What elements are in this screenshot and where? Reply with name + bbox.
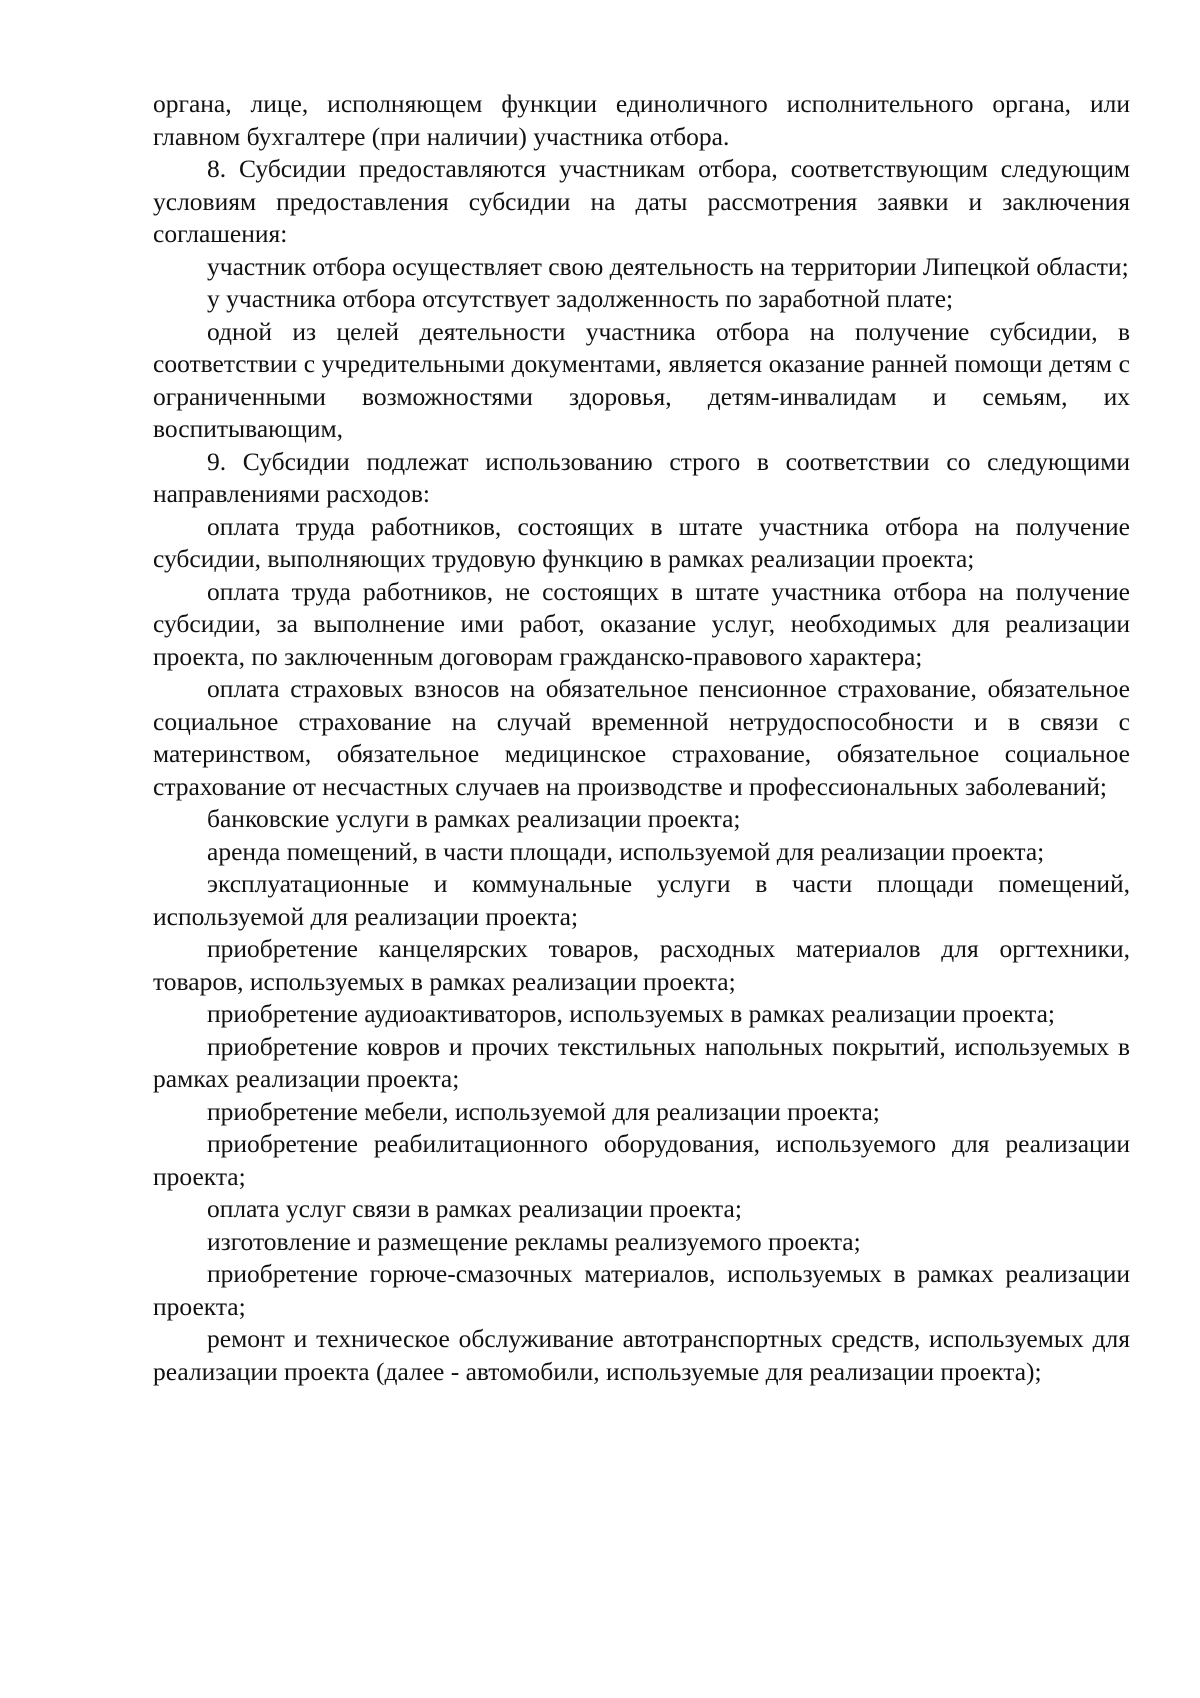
paragraph: приобретение аудиоактиваторов, используемых в рамках реализации проекта; bbox=[207, 999, 1055, 1028]
paragraph: эксплуатационные и коммунальные услуги в части площади помещений, используемой для реализации проекта; bbox=[153, 869, 1130, 931]
paragraph: приобретение реабилитационного оборудования, используемого для реализации проекта; bbox=[153, 1129, 1130, 1191]
paragraph: у участника отбора отсутствует задолженность по заработной плате; bbox=[207, 284, 954, 313]
paragraph: 9. Субсидии подлежат использованию строго в соответствии со следующими направлениями расходов: bbox=[153, 446, 1130, 508]
paragraph: ремонт и техническое обслуживание автотранспортных средств, используемых для реализации проекта (далее - автомобили, используемые для реализации проекта); bbox=[153, 1324, 1130, 1386]
paragraph: оплата труда работников, состоящих в штате участника отбора на получение субсидии, выполняющих трудовую функцию в рамках реализации проекта; bbox=[153, 511, 1130, 573]
paragraph: приобретение ковров и прочих текстильных напольных покрытий, используемых в рамках реализации проекта; bbox=[153, 1031, 1130, 1093]
document-page bbox=[153, 88, 1130, 1388]
paragraph: оплата услуг связи в рамках реализации проекта; bbox=[207, 1194, 742, 1223]
paragraph: приобретение горюче-смазочных материалов, используемых в рамках реализации проекта; bbox=[153, 1259, 1130, 1321]
paragraph: оплата страховых взносов на обязательное пенсионное страхование, обязательное социальное страхование на случай временной нетрудоспособности и в связи с материнством, обязательное медицинское страхование, обязательное социальное страхование от несчастных случаев на производстве и профессиональных заболеваний; bbox=[153, 674, 1130, 801]
paragraph: одной из целей деятельности участника отбора на получение субсидии, в соответствии с учредительными документами, является оказание ранней помощи детям с ограниченными возможностями здоровья, детям-инвалидам и семьям, их воспитывающим, bbox=[153, 316, 1130, 443]
paragraph: оплата труда работников, не состоящих в штате участника отбора на получение субсидии, за выполнение ими работ, оказание услуг, необходимых для реализации проекта, по заключенным договорам гражданско-правового характера; bbox=[153, 576, 1130, 671]
paragraph: банковские услуги в рамках реализации проекта; bbox=[207, 804, 741, 833]
paragraph: 8. Субсидии предоставляются участникам отбора, соответствующим следующим условиям предоставления субсидии на даты рассмотрения заявки и заключения соглашения: bbox=[153, 154, 1130, 248]
paragraph: приобретение канцелярских товаров, расходных материалов для оргтехники, товаров, используемых в рамках реализации проекта; bbox=[153, 934, 1130, 996]
paragraph: изготовление и размещение рекламы реализуемого проекта; bbox=[207, 1226, 861, 1256]
paragraph: участник отбора осуществляет свою деятельность на территории Липецкой области; bbox=[207, 251, 1129, 281]
paragraph: приобретение мебели, используемой для реализации проекта; bbox=[207, 1096, 880, 1126]
paragraph: органа, лице, исполняющем функции единоличного исполнительного органа, или главном бухгалтере (при наличии) участника отбора. bbox=[153, 89, 1130, 151]
paragraph: аренда помещений, в части площади, используемой для реализации проекта; bbox=[207, 836, 1045, 866]
